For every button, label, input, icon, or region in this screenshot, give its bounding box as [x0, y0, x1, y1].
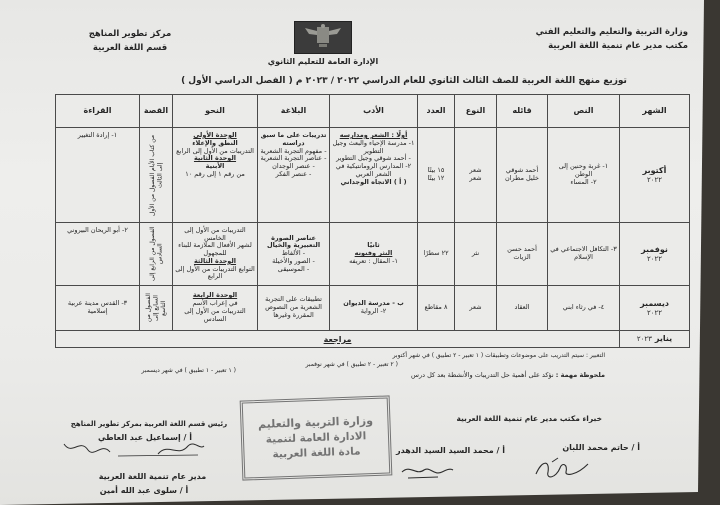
month-year: ٢٠٢٣ [636, 334, 652, 343]
experts-title: خبراء مكتب مدير عام تنمية اللغة العربية [456, 414, 602, 423]
count-cell [418, 223, 454, 285]
line-count: ١٢ بيتًا [427, 174, 445, 182]
reading-topic: ٣- القدس مدينة عربية إسلامية [67, 299, 128, 315]
reading-cell [56, 286, 139, 330]
document-title: توزيع منهج اللغة العربية للصف الثالث الثانوي للعام الدراسي ٢٠٢٢ / ٢٠٢٣ م ( الفصل الدراسي الأول ) [181, 76, 627, 86]
text-cell [548, 128, 619, 222]
literature-heading: ثانيًا [367, 241, 380, 250]
grammar-item: لشهر الأفعال الملازمة للبناء للمجهول [178, 241, 252, 258]
text-type: شعر [469, 303, 482, 312]
story-chapters: الفصول من الرابع إلى السادس [148, 226, 163, 282]
expert-name-2: أ / محمد السيد السيد الدهدر [396, 446, 505, 455]
rhetoric-cell [258, 286, 329, 330]
rhetoric-item: - عنصر الوجدان [272, 162, 315, 171]
reading-cell [56, 223, 139, 285]
grammar-cell [173, 128, 257, 222]
rhetoric-item: - الصور والأخيلة [272, 256, 315, 265]
stamp-line: الادارة العامة لتنمية [265, 430, 367, 446]
grammar-item: التوابع التدريبات من الأول إلى الرابع [175, 264, 255, 281]
literature-cell [330, 286, 417, 330]
rhetoric-item: - الموسيقى [277, 264, 310, 273]
text-type: شعر [469, 174, 482, 182]
col-header-rhetoric: البلاغة [258, 95, 329, 127]
grammar-unit: الوحدة الرابعة [192, 291, 238, 300]
handwritten-signature [398, 460, 456, 482]
expert-name-1: أ / حاتم محمد اللبان [562, 443, 640, 452]
col-header-literature: الأدب [330, 95, 417, 127]
col-header-grammar: النحو [173, 95, 257, 127]
month-cell [620, 128, 689, 222]
text-title: ٤- في رثاء ابني [562, 303, 605, 312]
text-title: ٣- التكافل الاجتماعي في الإسلام [550, 245, 617, 261]
grammar-item: التدريبات من الأول إلى الخامس [184, 225, 246, 242]
text-cell [548, 223, 619, 285]
curriculum-head-title: رئيس قسم اللغة العربية بمركز تطوير المناهج [70, 420, 228, 428]
rhetoric-item: - مفهوم التجربة الشعرية [260, 146, 327, 155]
handwritten-signature [58, 436, 208, 460]
grammar-cell [173, 223, 257, 285]
author-cell [497, 286, 547, 330]
text-cell [548, 286, 619, 330]
author-name: أحمد شوقي [505, 166, 539, 175]
review-cell [56, 331, 619, 347]
text-type: شعر [469, 166, 482, 175]
grammar-item: من رقم ١ إلى رقم ١٠ [185, 169, 245, 178]
literature-item: ( أ ) الاتجاه الوجداني [340, 177, 407, 186]
grammar-unit: الوحدة الثالثة [193, 256, 237, 265]
rhetoric-heading: تدريبات على ما سبق دراسته [260, 131, 327, 147]
col-header-type: النوع [455, 95, 496, 127]
literature-heading: أولًا : الشعر ومدارسه [339, 131, 408, 139]
grammar-item: النطق والإعلاء [192, 138, 238, 147]
type-cell [455, 286, 496, 330]
line-count: ٢٢ سطرًا [423, 249, 449, 258]
literature-item: - أحمد شوقي وجيل التطوير [336, 154, 411, 163]
header-ministry-block [536, 25, 688, 53]
center-name: مركز تطوير المناهج [88, 29, 172, 39]
month-year: ٢٠٢٢ [646, 254, 663, 263]
grammar-item: التدريبات من الأول إلى السادس [184, 307, 246, 323]
month-name: نوفمبر [641, 245, 668, 254]
author-name: خليل مطران [504, 174, 540, 182]
literature-item: ١- مدرسة الإحياء والبعث وجيل التطوير [332, 138, 415, 155]
literature-heading: النثر وفنونه [354, 249, 393, 258]
administration-name: الإدارة العامة للتعليم الثانوي [267, 57, 379, 66]
col-header-author: قائله [497, 95, 547, 127]
rhetoric-item: تطبيقات على التجربة الشعرية من النصوص المقررة وغيرها [265, 295, 322, 319]
month-cell [620, 223, 689, 285]
month-name: يناير [654, 334, 673, 344]
text-title: ١- غربة وحنين إلى الوطن [558, 162, 609, 179]
stamp-line: وزارة التربية والتعليم [257, 413, 374, 431]
story-cell [140, 128, 172, 222]
header-center-block [78, 27, 182, 55]
literature-cell [330, 128, 417, 222]
important-note-text: نؤكد على أهمية حل التدريبات والأنشطة بعد كل درس [411, 371, 554, 379]
text-type: نثر [471, 249, 480, 258]
important-note [411, 371, 605, 379]
department-name: قسم اللغة العربية [92, 43, 168, 53]
literature-item: ٢- الرواية [360, 307, 387, 315]
ministry-name: وزارة التربية والتعليم والتعليم الفني [535, 27, 688, 37]
director-title: مدير عام تنمية اللغة العربية [98, 472, 207, 481]
expression-note-november: ( ٢ تعبير - ٢ تطبيق ) في شهر نوفمبر [305, 361, 398, 368]
curriculum-head-name: أ / إسماعيل عبد العاطي [98, 433, 192, 442]
author-cell [497, 223, 547, 285]
important-note-label: ملحوظة مهمة : [555, 371, 605, 379]
literature-heading: ب - مدرسة الديوان [343, 299, 404, 308]
rhetoric-item: - الألفاظ [281, 249, 306, 258]
reading-topic: ٢- أبو الريحان البيروني [67, 226, 128, 234]
month-year: ٢٠٢٢ [646, 308, 663, 317]
author-name: أحمد حسن الزيات [507, 245, 537, 261]
month-name: أكتوبر [642, 166, 667, 175]
line-count: ١٥ بيتًا [427, 166, 445, 175]
col-header-story: القصة [140, 95, 172, 127]
literature-item: ٢- المدارس الرومانتيكية في الشعر العربي [335, 162, 412, 178]
col-header-reading: القراءة [56, 95, 139, 127]
author-cell [497, 128, 547, 222]
story-cell [140, 286, 172, 330]
expression-note-october: التعبير : سيتم التدريب على موضوعات وتطبيقات ( ١ تعبير - ٢ تطبيق ) في شهر أكتوبر [392, 352, 605, 359]
grammar-cell [173, 286, 257, 330]
official-stamp [240, 395, 393, 480]
curriculum-table [55, 94, 690, 348]
literature-cell [330, 223, 417, 285]
month-cell [620, 286, 689, 330]
ministry-logo [294, 21, 352, 54]
grammar-item: التدريبات من الأول إلى الرابع [176, 146, 254, 155]
month-cell [620, 331, 689, 347]
story-chapters: من كتاب الأيام الفصول من الأول إلى الثالث [148, 134, 163, 216]
month-name: ديسمبر [640, 299, 669, 308]
rhetoric-cell [258, 128, 329, 222]
type-cell [455, 128, 496, 222]
col-header-month: الشهر [620, 95, 689, 127]
rhetoric-item: - عناصر التجربة الشعرية [260, 154, 327, 163]
eagle-emblem-icon [295, 22, 351, 53]
grammar-unit: الوحدة الأولى [193, 131, 237, 139]
text-title: ٢- المساء [570, 177, 597, 186]
line-count: ٨ مقاطع [424, 303, 448, 312]
rhetoric-cell [258, 223, 329, 285]
col-header-text: النص [548, 95, 619, 127]
rhetoric-heading: عناصر الصورة التعبيرية والخيال [266, 233, 321, 250]
story-cell [140, 223, 172, 285]
author-name: العقاد [514, 303, 530, 312]
director-name: أ / سلوى عبد الله أمين [99, 486, 189, 495]
count-cell [418, 128, 454, 222]
literature-item: ١- المقال : تعريفه [349, 256, 398, 265]
type-cell [455, 223, 496, 285]
count-cell [418, 286, 454, 330]
grammar-unit: الوحدة الثانية [193, 154, 237, 163]
rhetoric-item: - عنصر الفكر [275, 169, 312, 178]
col-header-count: العدد [418, 95, 454, 127]
reading-cell [56, 128, 139, 222]
reading-topic: ١- إرادة التغيير [77, 131, 118, 139]
stamp-line: مادة اللغة العربية [272, 445, 361, 461]
handwritten-signature [532, 456, 592, 482]
story-chapters: الفصول من السابع إلى التاسع [144, 293, 167, 323]
month-year: ٢٠٢٢ [646, 175, 663, 184]
grammar-item: الأبنية [205, 162, 225, 171]
office-name: مكتب مدير عام تنمية اللغة العربية [548, 41, 688, 51]
expression-note-december: ( ١ تعبير - ١ تطبيق ) في شهر ديسمبر [141, 367, 236, 374]
review-label: مراجعة [323, 334, 352, 344]
grammar-item: في إعراب الأسم [192, 299, 238, 308]
